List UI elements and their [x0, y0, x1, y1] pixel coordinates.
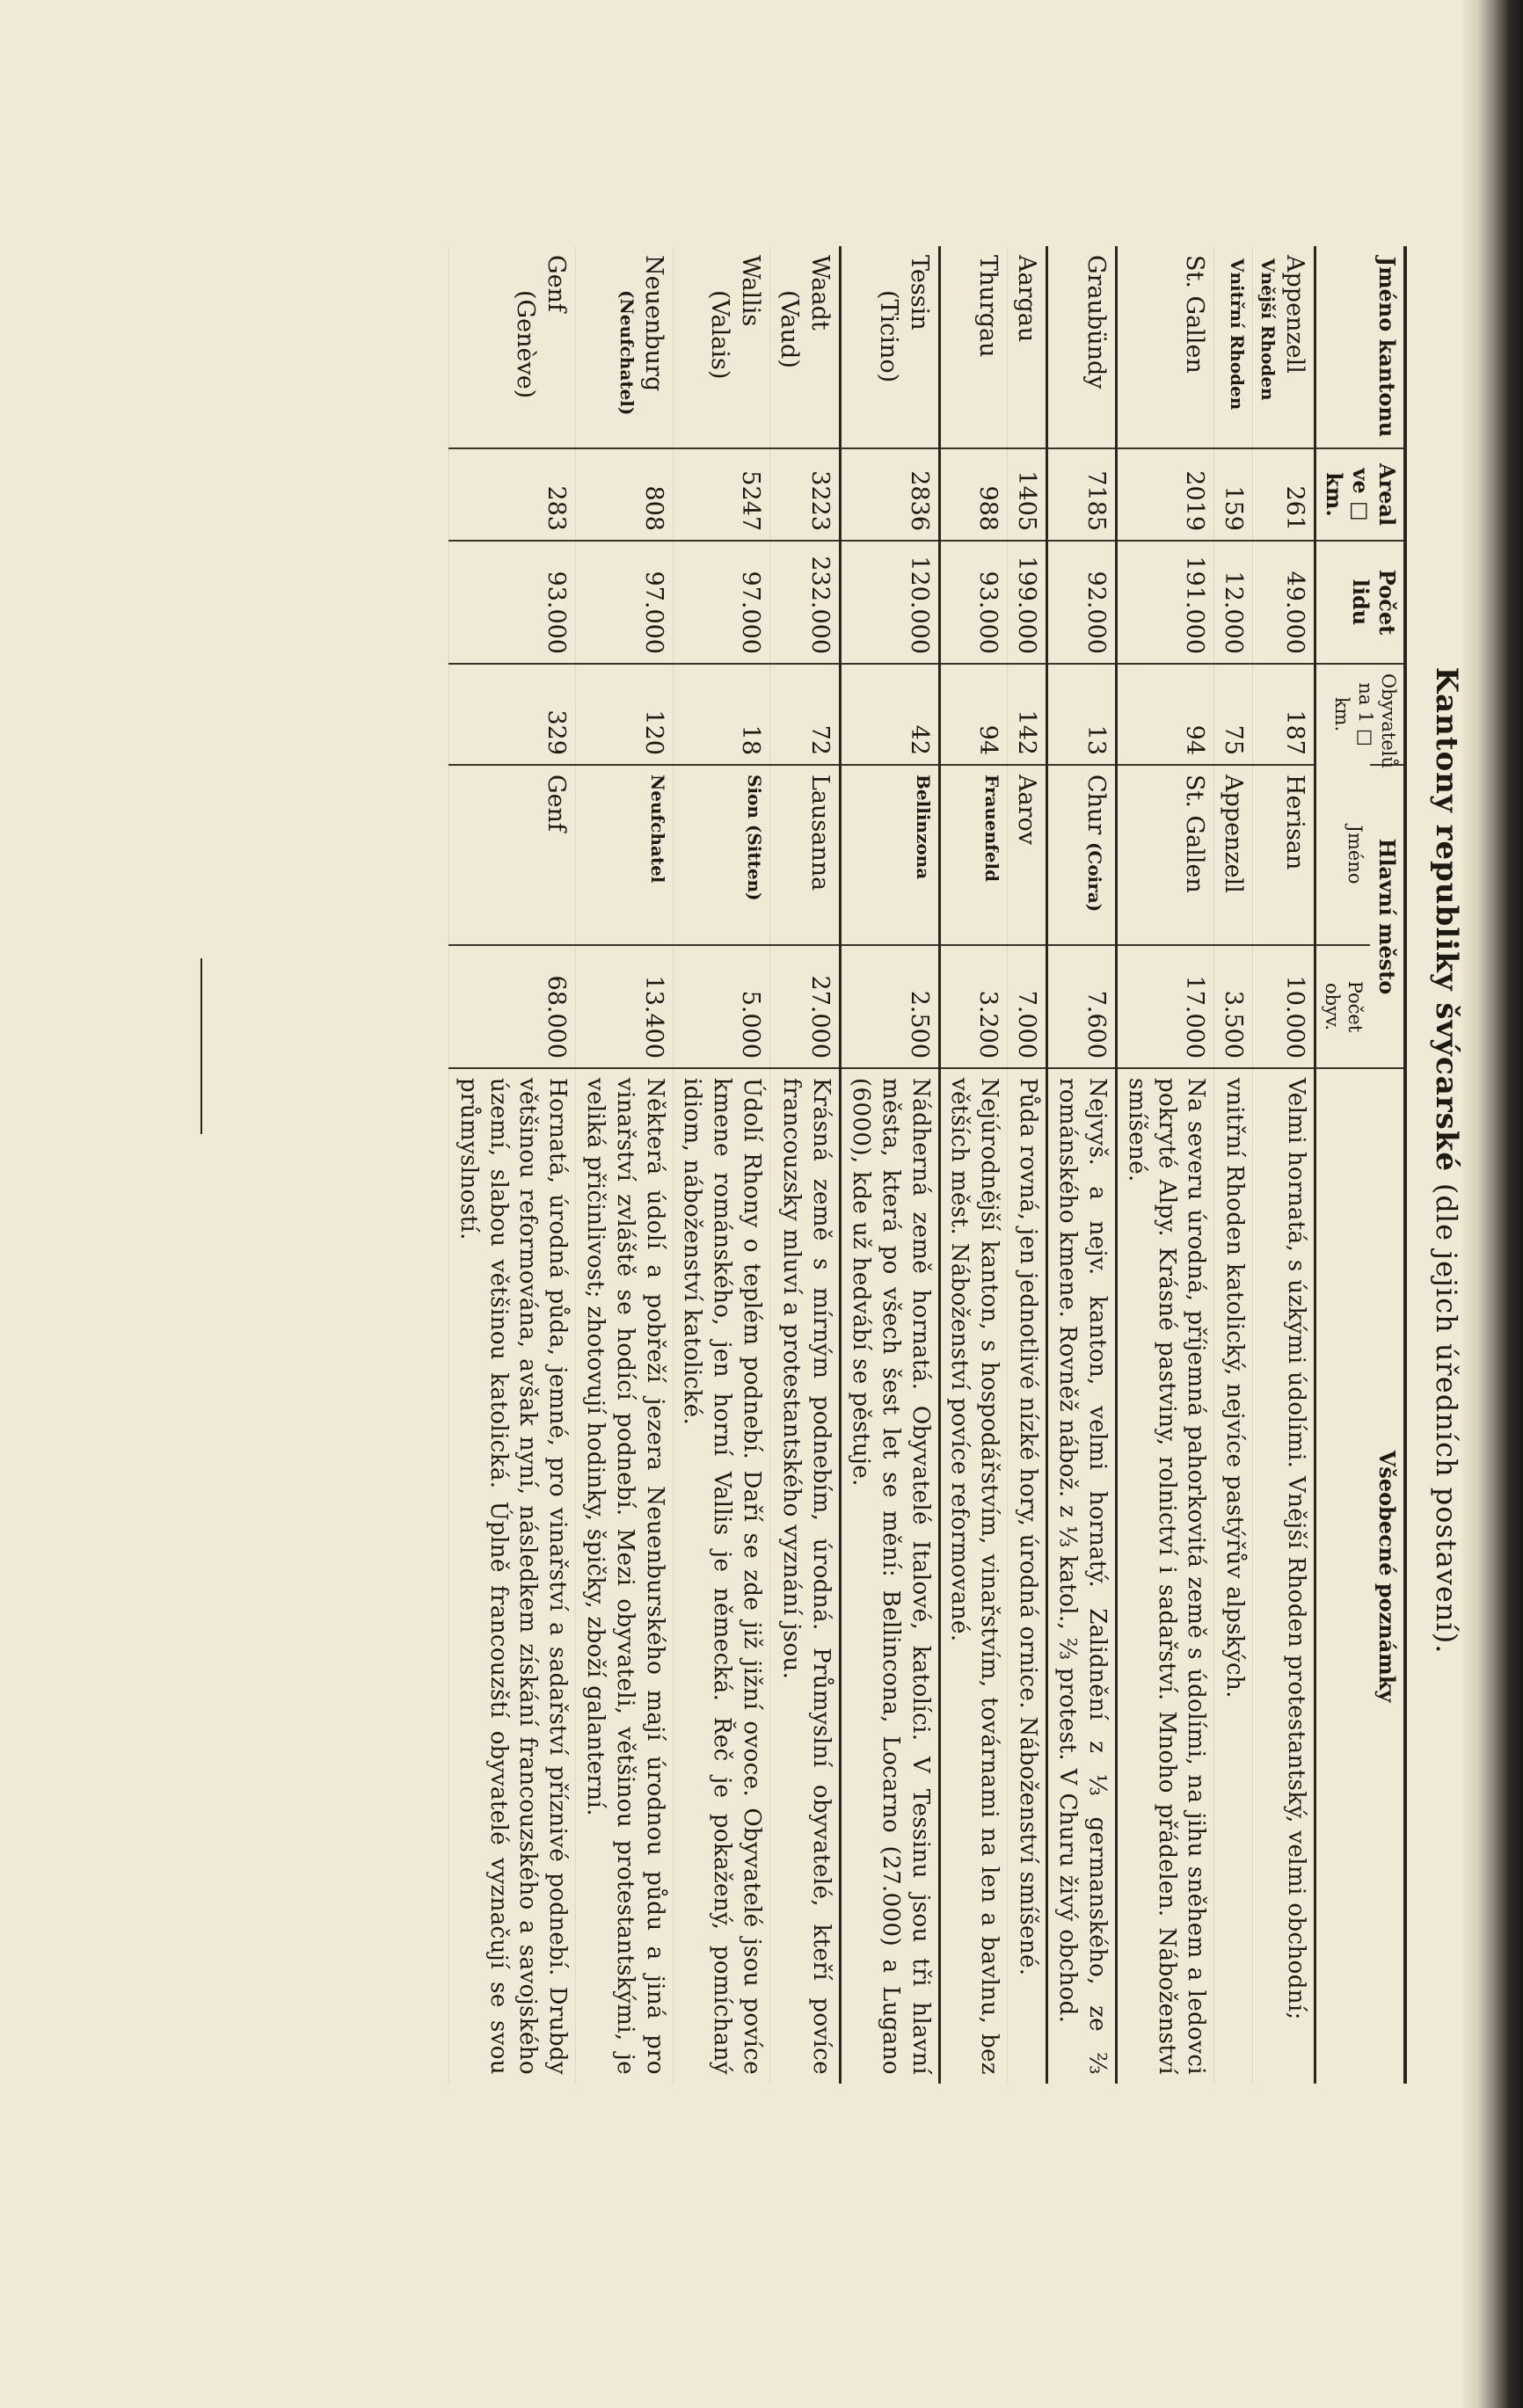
canton-alt-name: (Neufchatel) [616, 290, 638, 416]
area-cell: 7185 [1047, 448, 1117, 541]
area-cell: 988 [939, 448, 1008, 541]
notes-cell: Krásná země s mírným podnebím, úrodná. Průmyslní obyvatelé, kteří povíce francouzsky mluví a protestantského vyznání jsou. [770, 1068, 841, 2084]
area-cell: 159 [1214, 448, 1253, 541]
capital-name-cell: St. Gallen [1116, 765, 1213, 945]
header-capital-name: Jméno [1344, 825, 1366, 884]
header-name: Jméno kantonu [1374, 256, 1400, 438]
notes-cell: Půda rovná, jen jednotlivé nízké hory, úrodná ornice. Náboženství smíšené. [1008, 1068, 1047, 2084]
capital-pop-cell: 2.500 [841, 945, 939, 1068]
capital-name-cell: Aarov [1008, 765, 1047, 945]
table-row [1253, 246, 1315, 2084]
density-cell: 120 [576, 664, 673, 765]
density-cell: 18 [673, 664, 769, 765]
area-cell: 1405 [1008, 448, 1047, 541]
population-cell: 93.000 [449, 541, 576, 664]
canton-alt-name: (Vaud) [776, 290, 804, 368]
capital-pop-cell: 13.400 [576, 945, 673, 1068]
capital-name-cell: Neufchatel [576, 765, 673, 945]
density-cell: 94 [939, 664, 1008, 765]
population-cell: 49.000 [1253, 541, 1315, 664]
canton-alt-name: (Valais) [705, 290, 733, 380]
capital-name: Chur [1082, 775, 1110, 835]
rotated-page [114, 211, 1486, 2110]
table-row [1047, 246, 1117, 2084]
capital-name-cell: Lausanna [770, 765, 841, 945]
area-cell: 5247 [673, 448, 769, 541]
notes-cell: Nejvyš. a nejv. kanton, velmi hornatý. Zalidnění z ⅓ germanského, ze ⅔ románského kmene. Rovněž nábož. z ⅓ katol., ⅔ protest. V Churu živý obchod. [1047, 1068, 1117, 2084]
area-cell: 283 [449, 448, 576, 541]
area-cell: 808 [576, 448, 673, 541]
canton-name: Waadt [806, 255, 834, 331]
notes-cell: Některá údolí a pobřeží jezera Neuenburského mají úrodnou půdu a jiná pro vinařství zvláště se hodící podnebí. Mezi obyvateli, většinou protestantskými, je veliká přičinlivost; zhotovují hodinky, špičky, zboží galanterní. [576, 1068, 673, 2084]
canton-name: Appenzell [1281, 255, 1309, 374]
table-row [770, 246, 841, 2084]
population-cell: 92.000 [1047, 541, 1117, 664]
title-note: (dle jejich úředních postavení). [1430, 1182, 1463, 1655]
title-main: Kantony republiky švýcarské [1429, 666, 1464, 1173]
capital-pop-cell: 7.000 [1008, 945, 1047, 1068]
population-cell: 93.000 [939, 541, 1008, 664]
canton-name: Thurgau [974, 255, 1002, 358]
capital-pop-cell: 10.000 [1253, 945, 1315, 1068]
page-title [1429, 211, 1464, 2110]
cantons-table [448, 246, 1407, 2084]
notes-cell: vnitřní Rhoden katolický, nejvíce pastýřův alpských. [1214, 1068, 1253, 2084]
capital-pop-cell: 27.000 [770, 945, 841, 1068]
area-cell: 3223 [770, 448, 841, 541]
canton-name: Tessin [905, 255, 933, 331]
header-density: Obyvatelů na 1 □ km. [1315, 664, 1405, 765]
capital-name-cell: Genf [449, 765, 576, 945]
population-cell: 97.000 [673, 541, 769, 664]
notes-cell: Hornatá, úrodná půda, jemné, pro vinařství a sadařství příznivé podnebí. Drubdy většinou reformována, avšak nyní, následkem získání francouzského a savojského území, slabou většinou katolická. Úplně francouzští obyvatelé vyznačují se svou průmyslností. [449, 1068, 576, 2084]
table-row [1008, 246, 1047, 2084]
capital-name-cell: Herisan [1253, 765, 1315, 945]
area-cell: 261 [1253, 448, 1315, 541]
capital-name-cell: Bellinzona [841, 765, 939, 945]
canton-subdivision: Vnější Rhoden [1257, 258, 1279, 401]
density-cell: 72 [770, 664, 841, 765]
density-cell: 42 [841, 664, 939, 765]
density-cell: 94 [1116, 664, 1213, 765]
canton-alt-name: (Genève) [512, 290, 540, 399]
notes-cell: Nádherná země hornatá. Obyvatelé Italové, katolíci. V Tessinu jsou tři hlavní města, která po všech šest let se mění: Bellincona, Locarno (27.000) a Lugano (6000), kde už hedvábí se pěstuje. [841, 1068, 939, 2084]
population-cell: 232.000 [770, 541, 841, 664]
area-cell: 2019 [1116, 448, 1213, 541]
density-cell: 75 [1214, 664, 1253, 765]
canton-name: Genf [543, 255, 571, 312]
table-row [841, 246, 939, 2084]
population-cell: 120.000 [841, 541, 939, 664]
table-row [673, 246, 769, 2084]
capital-pop-cell: 7.600 [1047, 945, 1117, 1068]
density-cell: 187 [1253, 664, 1315, 765]
table-row [576, 246, 673, 2084]
capital-name-cell: Frauenfeld [939, 765, 1008, 945]
population-cell: 191.000 [1116, 541, 1213, 664]
notes-cell: Nejúrodnější kanton, s hospodářstvím, vinařstvím, továrnami na len a bavlnu, bez větších měst. Náboženství povíce reformované. [939, 1068, 1008, 2084]
header-area: Areal ve □ km. [1315, 448, 1405, 541]
capital-pop-cell: 5.000 [673, 945, 769, 1068]
canton-name: Wallis [737, 255, 765, 327]
canton-name: St. Gallen [1181, 255, 1209, 374]
header-population: Počet lidu [1315, 541, 1405, 664]
notes-cell: Na severu úrodná, příjemná pahorkovitá země s údolími, na jihu sněhem a ledovci pokryté Alpy. Krásné pastviny, rolnictví i sadařství. Mnoho přádelen. Náboženství smíšené. [1116, 1068, 1213, 2084]
notes-cell: Údolí Rhony o teplém podnebí. Daří se zde již jižní ovoce. Obyvatelé jsou povíce kmene románského, jen horní Vallis je německá. Řeč je pokažený, pomíchaný idiom, náboženství katolické. [673, 1068, 769, 2084]
population-cell: 97.000 [576, 541, 673, 664]
population-cell: 12.000 [1214, 541, 1253, 664]
canton-name: Aargau [1013, 255, 1041, 343]
canton-alt-name: (Ticino) [874, 290, 902, 383]
population-cell: 199.000 [1008, 541, 1047, 664]
table-row [1116, 246, 1213, 2084]
canton-name: Graubündy [1082, 255, 1110, 389]
density-cell: 329 [449, 664, 576, 765]
capital-pop-cell: 3.200 [939, 945, 1008, 1068]
header-notes: Všeobecné poznámky [1315, 1068, 1405, 2084]
capital-pop-cell: 68.000 [449, 945, 576, 1068]
capital-name-cell: Appenzell [1214, 765, 1253, 945]
capital-alt-name: (Coira) [1083, 841, 1105, 913]
header-capital-group: Hlavní město [1370, 765, 1405, 1068]
header-capital-pop: Počet obyv. [1315, 945, 1370, 1068]
end-rule [200, 958, 202, 1134]
density-cell: 142 [1008, 664, 1047, 765]
canton-name: Neuenburg [639, 255, 667, 392]
area-cell: 2836 [841, 448, 939, 541]
capital-name-cell: Sion (Sitten) [673, 765, 769, 945]
density-cell: 13 [1047, 664, 1117, 765]
table-row [939, 246, 1008, 2084]
canton-subdivision: Vnitřní Rhoden [1227, 258, 1249, 411]
table-row [449, 246, 576, 2084]
notes-cell: Velmi hornatá, s úzkými údolími. Vnější Rhoden protestantský, velmi obchodní; [1253, 1068, 1315, 2084]
capital-pop-cell: 17.000 [1116, 945, 1213, 1068]
capital-pop-cell: 3.500 [1214, 945, 1253, 1068]
table-row [1214, 246, 1253, 2084]
